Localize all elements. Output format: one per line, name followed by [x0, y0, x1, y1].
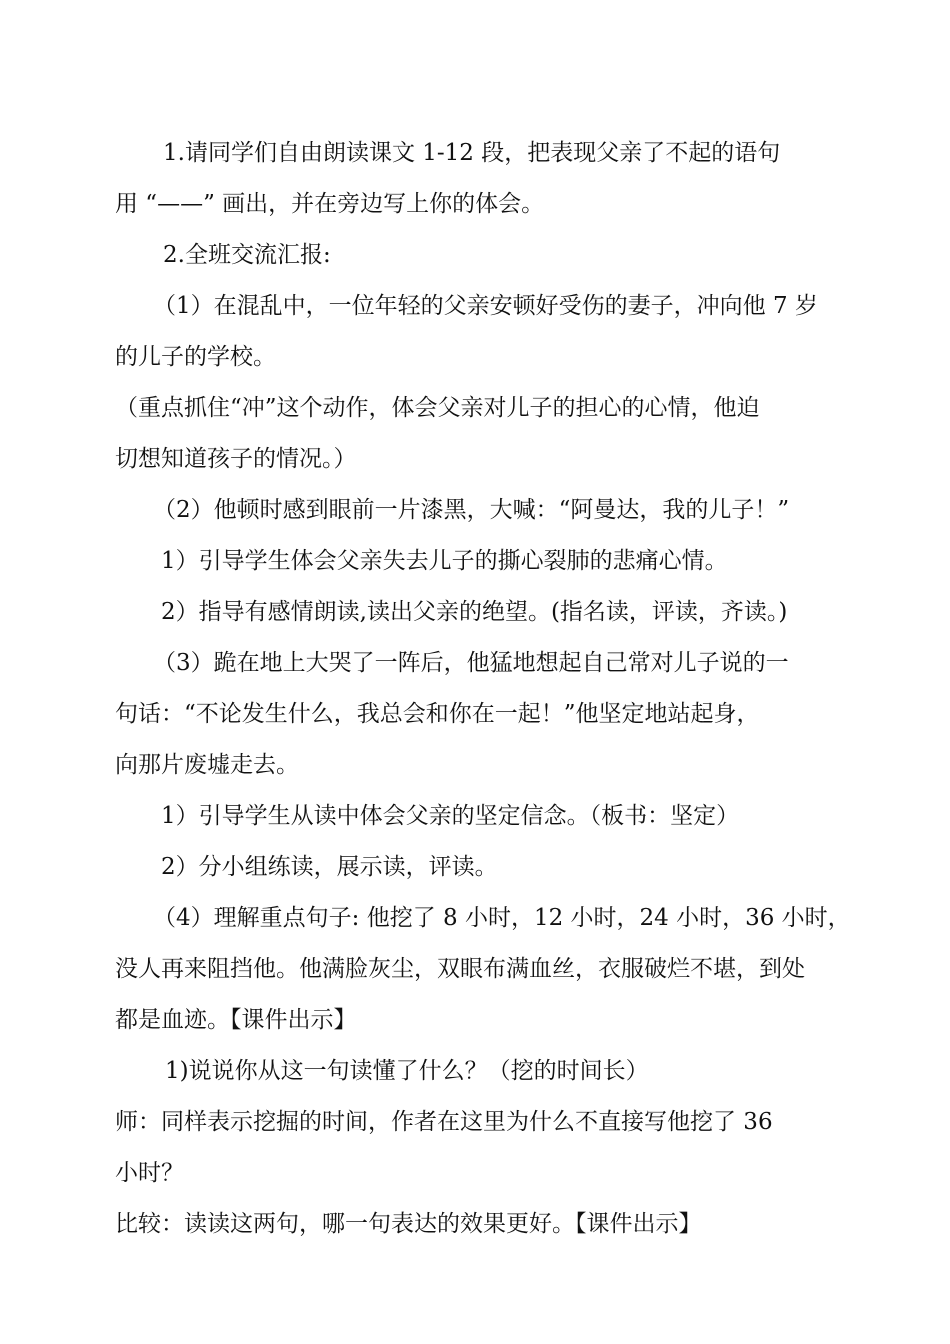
paragraph-point1-line1: （1）在混乱中，一位年轻的父亲安顿好受伤的妻子，冲向他 7 岁	[153, 293, 818, 319]
paragraph-teacher-question-line2: 小时？	[115, 1160, 184, 1186]
paragraph-teacher-question-line1: 师：同样表示挖掘的时间，作者在这里为什么不直接写他挖了 36	[115, 1109, 773, 1135]
paragraph-point4-line1: （4）理解重点句子: 他挖了 8 小时，12 小时，24 小时，36 小时，	[153, 905, 851, 931]
lesson-text	[115, 128, 851, 1250]
paragraph-reading-task-line1: 1.请同学们自由朗读课文 1-12 段，把表现父亲了不起的语句	[163, 140, 781, 166]
paragraph-point4-sub1: 1)说说你从这一句读懂了什么？（挖的时间长）	[165, 1058, 649, 1084]
paragraph-point2: （2）他顿时感到眼前一片漆黑，大喊：“阿曼达，我的儿子！”	[153, 497, 790, 523]
paragraph-point2-sub2: 2）指导有感情朗读,读出父亲的绝望。(指名读，评读，齐读。)	[161, 599, 788, 625]
paragraph-point2-sub1: 1）引导学生体会父亲失去儿子的撕心裂肺的悲痛心情。	[161, 548, 728, 574]
paragraph-point3-line1: （3）跪在地上大哭了一阵后，他猛地想起自己常对儿子说的一	[153, 650, 789, 676]
paragraph-point3-sub2: 2）分小组练读，展示读，评读。	[161, 854, 498, 880]
paragraph-point1-note-line2: 切想知道孩子的情况。）	[115, 446, 357, 472]
paragraph-class-report: 2.全班交流汇报:	[163, 242, 331, 268]
paragraph-point3-line3: 向那片废墟走去。	[115, 752, 299, 778]
paragraph-point4-line2: 没人再来阻挡他。他满脸灰尘，双眼布满血丝，衣服破烂不堪，到处	[115, 956, 805, 982]
paragraph-point3-line2: 句话：“不论发生什么，我总会和你在一起！”他坚定地站起身，	[115, 701, 760, 727]
paragraph-compare: 比较：读读这两句，哪一句表达的效果更好。【课件出示】	[115, 1211, 702, 1237]
paragraph-point4-line3: 都是血迹。【课件出示】	[115, 1007, 357, 1033]
paragraph-point1-line2: 的儿子的学校。	[115, 344, 276, 370]
paragraph-reading-task-line2: 用 “——” 画出，并在旁边写上你的体会。	[115, 191, 545, 217]
paragraph-point3-sub1: 1）引导学生从读中体会父亲的坚定信念。（板书：坚定）	[161, 803, 740, 829]
paragraph-point1-note-line1: （重点抓住“冲”这个动作，体会父亲对儿子的担心的心情，他迫	[115, 395, 760, 421]
